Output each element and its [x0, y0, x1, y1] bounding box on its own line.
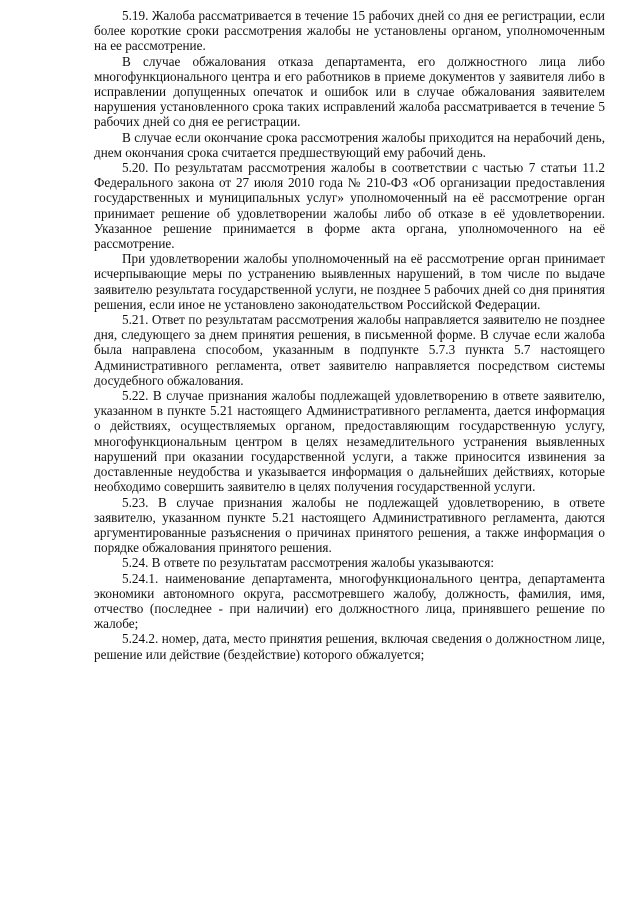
paragraph-5-22: 5.22. В случае признания жалобы подлежащей удовлетворению в ответе заявителю, указанном в пункте 5.21 настоящего Административного регламента, дается информация о действиях, осуществляемых органом, предоставляющим государственную услугу, многофункциональным центром в целях незамедлительного устранения выявленных нарушений при оказании государственной услуги, а также приносится извинения за доставленные неудобства и указывается информация о дальнейших действиях, которые необходимо совершить заявителю в целях получения государственной услуги. [94, 388, 605, 495]
document-body [94, 8, 605, 662]
paragraph-5-24-2: 5.24.2. номер, дата, место принятия решения, включая сведения о должностном лице, решение или действие (бездействие) которого обжалуется; [94, 631, 605, 662]
paragraph-5-19-appeal-refusal: В случае обжалования отказа департамента, его должностного лица либо многофункционального центра и его работников в приеме документов у заявителя либо в исправлении допущенных опечаток и ошибок или в случае обжалования заявителем нарушения установленного срока таких исправлений жалоба рассматривается в течение 5 рабочих дней со дня ее регистрации. [94, 53, 605, 130]
paragraph-5-20: 5.20. По результатам рассмотрения жалобы в соответствии с частью 7 статьи 11.2 Федерального закона от 27 июля 2010 года № 210-ФЗ «Об организации предоставления государственных и муниципальных услуг» уполномоченный на её рассмотрение орган принимает решение об удовлетворении жалобы либо об отказе в её удовлетворении. Указанное решение принимается в форме акта органа, уполномоченного на её рассмотрение. [94, 160, 605, 252]
paragraph-5-24: 5.24. В ответе по результатам рассмотрения жалобы указываются: [122, 555, 495, 571]
paragraph-5-19: 5.19. Жалоба рассматривается в течение 15 рабочих дней со дня ее регистрации, если более короткие сроки рассмотрения жалобы не установлены органом, уполномоченным на ее рассмотрение. [94, 8, 605, 54]
paragraph-5-24-1: 5.24.1. наименование департамента, многофункционального центра, департамента экономики автономного округа, рассмотревшего жалобу, должность, фамилия, имя, отчество (последнее - при наличии) его должностного лица, принявшего решение по жалобе; [94, 570, 605, 632]
paragraph-5-21: 5.21. Ответ по результатам рассмотрения жалобы направляется заявителю не позднее дня, следующего за днем принятия решения, в письменной форме. В случае если жалоба была направлена способом, указанным в подпункте 5.7.3 пункта 5.7 настоящего Административного регламента, ответ заявителю направляется посредством системы досудебного обжалования. [94, 312, 605, 388]
paragraph-5-19-nonworking-day: В случае если окончание срока рассмотрения жалобы приходится на нерабочий день, днем окончания срока считается предшествующий ему рабочий день. [94, 129, 605, 160]
paragraph-5-23: 5.23. В случае признания жалобы не подлежащей удовлетворению, в ответе заявителю, указанном пункте 5.21 настоящего Административного регламента, даются аргументированные разъяснения о причинах принятого решения, а также информация о порядке обжалования принятого решения. [94, 494, 605, 556]
paragraph-5-20-satisfaction: При удовлетворении жалобы уполномоченный на её рассмотрение орган принимает исчерпывающие меры по устранению выявленных нарушений, в том числе по выдаче заявителю результата государственной услуги, не позднее 5 рабочих дней со дня принятия решения, если иное не установлено законодательством Российской Федерации. [94, 251, 605, 312]
